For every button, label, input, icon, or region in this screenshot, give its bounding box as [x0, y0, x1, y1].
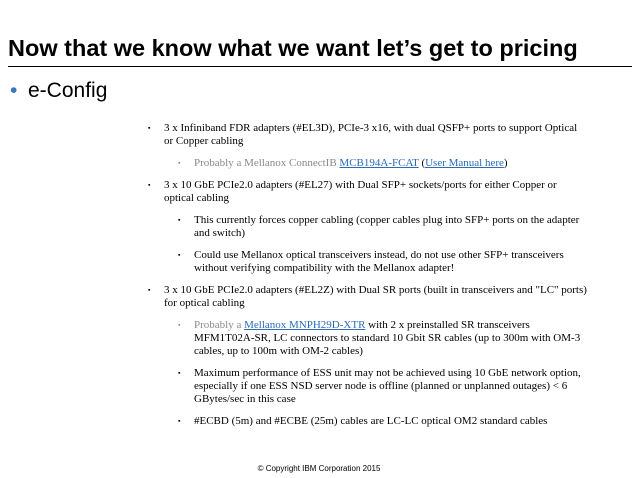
sub-item-text: with 2 x preinstalled SR transceivers MFM1T02A-SR, LC connectors to standard 10 Gbit SR cables (up to 300m with OM-3 cables, up to 100m with OM-2 cables): [194, 319, 581, 357]
sub-list-item: [178, 367, 588, 406]
mcb194a-link[interactable]: MCB194A-FCAT: [339, 157, 419, 169]
sub-item-text: ): [503, 157, 508, 169]
list-item-text: 3 x 10 GbE PCIe2.0 adapters (#EL2Z) with Dual SR ports (built in transceivers and "LC" ports) for optical cabling: [164, 284, 587, 309]
title-divider: [8, 66, 632, 67]
list-item: [148, 122, 588, 148]
sub-item-text: This currently forces copper cabling (copper cables plug into SFP+ ports on the adapter and switch): [194, 214, 580, 239]
square-bullet-icon: ▪: [178, 417, 181, 425]
sub-item-text: Probably a Mellanox ConnectIB: [194, 157, 340, 169]
list-item-text: 3 x 10 GbE PCIe2.0 adapters (#EL27) with Dual SFP+ sockets/ports for either Copper or optical cabling: [164, 179, 557, 204]
square-bullet-icon: ▪: [148, 124, 151, 132]
main-bullet-label: e-Config: [28, 79, 108, 102]
sub-item-text: Could use Mellanox optical transceivers instead, do not use other SFP+ transceivers without verifying compatibility with the Mellanox adapter!: [194, 249, 564, 274]
slide-title: Now that we know what we want let’s get to pricing: [8, 35, 578, 61]
sub-item-text: (: [418, 157, 426, 169]
sub-item-text: #ECBD (5m) and #ECBE (25m) cables are LC-LC optical OM2 standard cables: [194, 415, 548, 427]
sub-list-item: [178, 415, 588, 428]
sub-list-item: [178, 214, 588, 240]
square-bullet-icon: ▪: [178, 216, 181, 224]
sub-item-text: Probably a: [194, 319, 245, 331]
sub-list-item: [178, 319, 588, 358]
bullet-icon: •: [10, 79, 18, 102]
sub-list-item: [178, 157, 588, 170]
square-bullet-icon: ▪: [148, 181, 151, 189]
copyright-footer: © Copyright IBM Corporation 2015: [257, 464, 381, 473]
square-bullet-icon: ▪: [178, 369, 181, 377]
sub-list-item: [178, 249, 588, 275]
user-manual-link[interactable]: User Manual here: [425, 157, 504, 169]
main-bullet: [10, 78, 107, 104]
mnph29d-link[interactable]: Mellanox MNPH29D-XTR: [244, 319, 366, 331]
square-bullet-icon: ▪: [148, 286, 151, 294]
bullet-list: [148, 122, 588, 437]
square-bullet-icon: ▪: [178, 321, 181, 329]
list-item: [148, 284, 588, 310]
list-item-text: 3 x Infiniband FDR adapters (#EL3D), PCIe-3 x16, with dual QSFP+ ports to support Optical or Copper cabling: [164, 122, 578, 147]
square-bullet-icon: ▪: [178, 251, 181, 259]
square-bullet-icon: ▪: [178, 159, 181, 167]
sub-item-text: Maximum performance of ESS unit may not be achieved using 10 GbE network option, especially if one ESS NSD server node is offline (planned or unplanned outages) < 6 GBytes/sec in this case: [194, 367, 581, 405]
list-item: [148, 179, 588, 205]
